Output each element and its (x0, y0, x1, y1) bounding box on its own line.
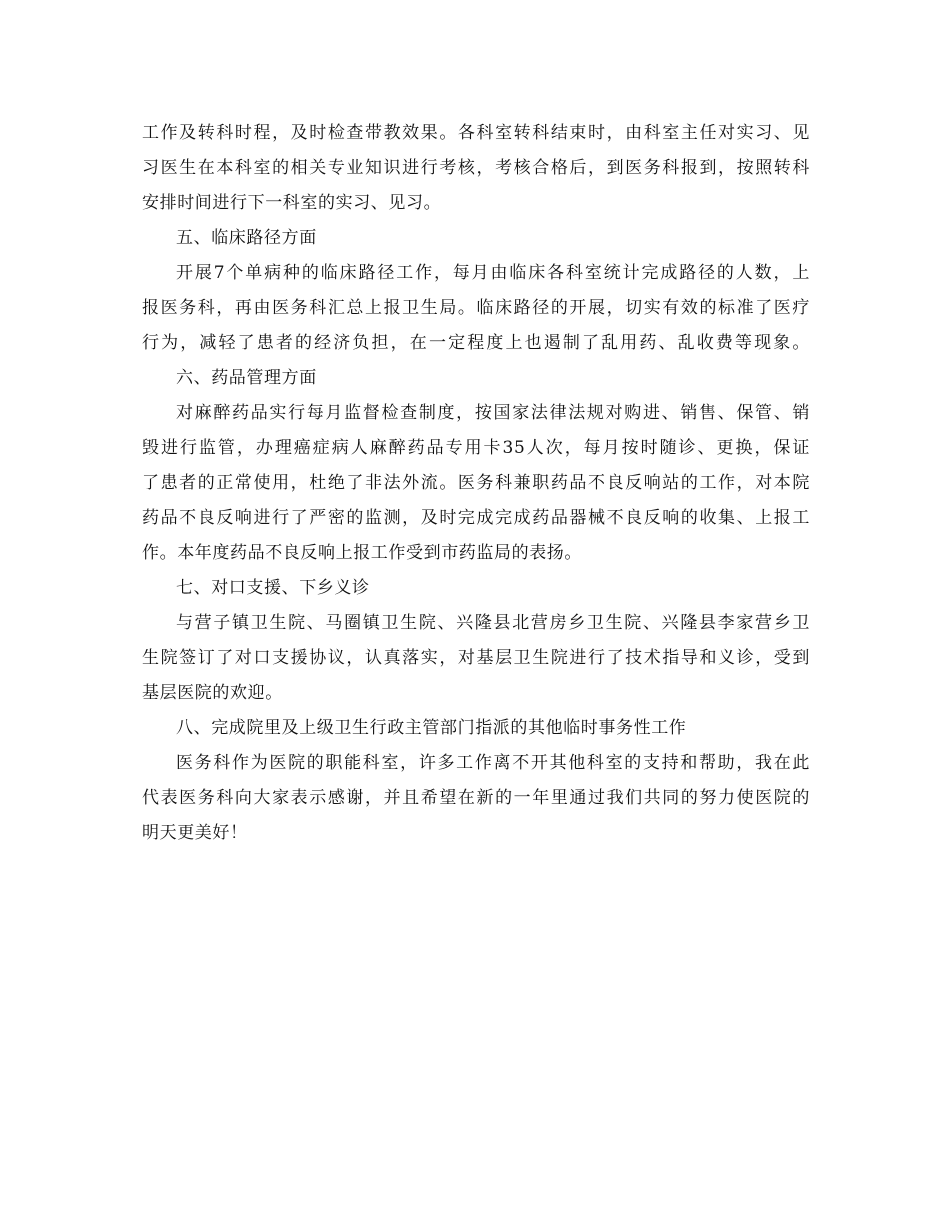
text-line: 毁进行监管，办理癌症病人麻醉药品专用卡35人次，每月按时随诊、更换，保证 (142, 438, 810, 458)
text-line: 行为，减轻了患者的经济负担，在一定程度上也遏制了乱用药、乱收费等现象。 (142, 333, 810, 353)
text-line: 医务科作为医院的职能科室，许多工作离不开其他科室的支持和帮助，我在此 (176, 753, 810, 773)
text-line: 安排时间进行下一科室的实习、见习。 (142, 193, 442, 213)
section-heading-8: 八、完成院里及上级卫生行政主管部门指派的其他临时事务性工作 (176, 718, 687, 738)
document-body (142, 116, 810, 851)
text-line: 基层医院的欢迎。 (142, 683, 283, 703)
text-line: 开展7个单病种的临床路径工作，每月由临床各科室统计完成路径的人数，上 (176, 263, 810, 283)
section-heading-6: 六、药品管理方面 (176, 368, 317, 388)
text-line: 工作及转科时程，及时检查带教效果。各科室转科结束时，由科室主任对实习、见 (142, 123, 810, 143)
section-heading-5: 五、临床路径方面 (176, 228, 317, 248)
text-line: 习医生在本科室的相关专业知识进行考核，考核合格后，到医务科报到，按照转科 (142, 158, 810, 178)
text-line: 了患者的正常使用，杜绝了非法外流。医务科兼职药品不良反响站的工作，对本院 (142, 473, 810, 493)
text-line: 对麻醉药品实行每月监督检查制度，按国家法律法规对购进、销售、保管、销 (176, 403, 810, 423)
text-line: 作。本年度药品不良反响上报工作受到市药监局的表扬。 (142, 543, 582, 563)
text-line: 代表医务科向大家表示感谢，并且希望在新的一年里通过我们共同的努力使医院的 (142, 788, 810, 808)
text-line: 报医务科，再由医务科汇总上报卫生局。临床路径的开展，切实有效的标准了医疗 (142, 298, 810, 318)
section-heading-7: 七、对口支援、下乡义诊 (176, 578, 370, 598)
text-line: 明天更美好！ (142, 823, 248, 843)
text-line: 生院签订了对口支援协议，认真落实，对基层卫生院进行了技术指导和义诊，受到 (142, 648, 810, 668)
text-line: 与营子镇卫生院、马圈镇卫生院、兴隆县北营房乡卫生院、兴隆县李家营乡卫 (176, 613, 810, 633)
text-line: 药品不良反响进行了严密的监测，及时完成完成药品器械不良反响的收集、上报工 (142, 508, 810, 528)
